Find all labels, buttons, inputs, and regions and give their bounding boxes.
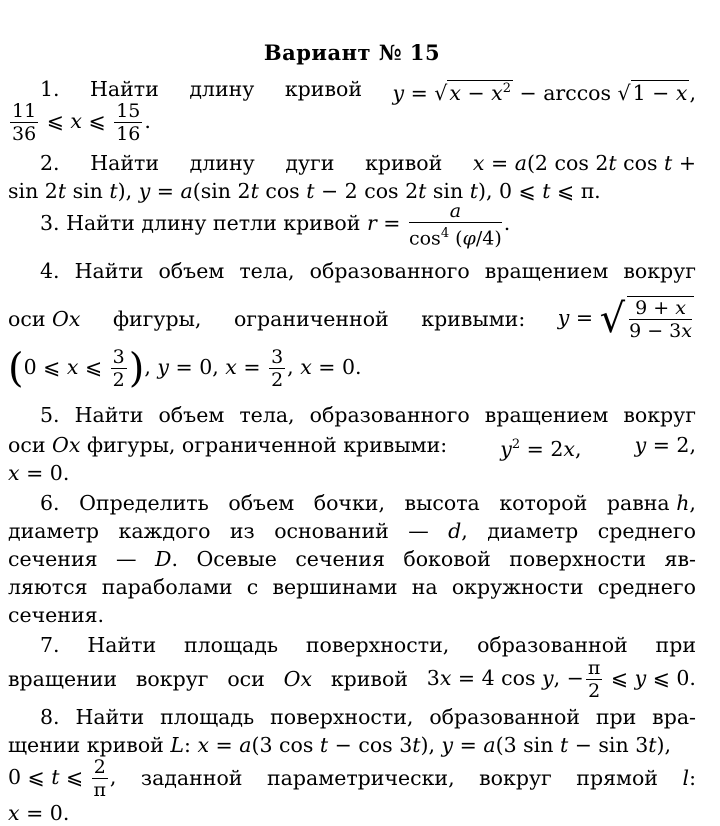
- problem-4-line-3: (0 ⩽ x ⩽ $\frac{3}{2}$ ), y = 0, x = $\frac{3}{2}$ , x = 0.: [8, 345, 362, 392]
- problem-8-line-3: 0 ⩽ t ⩽ $\frac{2}{\pi}$ , заданной параметрически, вокруг прямой l:: [8, 755, 696, 801]
- problem-6-line-1: 6. Определить объем бочки, высота которой равна h,: [40, 491, 696, 515]
- problem-sheet: [8, 0, 696, 825]
- problem-4-line-2: оси Ox фигуры, ограниченной кривыми: y = √ $\frac{9 + x}{9 - 3x}$: [8, 296, 692, 342]
- variant-title: Вариант № 15: [263, 40, 441, 65]
- problem-8-line-1: 8. Найти площадь поверхности, образованной при вра-: [40, 705, 696, 729]
- problem-4-line-1: 4. Найти объем тела, образованного вращением вокруг: [40, 259, 696, 283]
- problem-7-line-2: вращении вокруг оси Ox кривой 3x = 4 cos y, − $\frac{\pi}{2}$ ⩽ y ⩽ 0.: [8, 656, 696, 702]
- problem-8-line-2: щении кривой L: x = a(3 cos t − cos 3t), y = a(3 sin t − sin 3t),: [8, 733, 672, 757]
- problem-1-line-1: 1. Найти длину кривой $y = √x - x^2 - \arccos √1 - x$,: [40, 77, 696, 105]
- problem-5-line-2: оси Ox фигуры, ограниченной кривыми: $y^2 = 2x$, y = 2,: [8, 433, 696, 461]
- problem-6-line-4: ляются параболами с вершинами на окружности среднего: [8, 575, 696, 599]
- problem-5-line-1: 5. Найти объем тела, образованного вращением вокруг: [40, 403, 696, 427]
- problem-5-line-3: x = 0.: [8, 461, 70, 485]
- problem-3: 3. Найти длину петли кривой r = $\frac{a}{\cos^4 (\varphi/4)}$ .: [40, 200, 511, 250]
- problem-1-line-2: $\frac{11}{36}$ ⩽ x ⩽ $\frac{15}{16}$ .: [12, 100, 151, 145]
- problem-6-line-2: диаметр каждого из оснований — d, диаметр среднего: [8, 519, 696, 543]
- problem-2-line-1: 2. Найти длину дуги кривой x = a(2 cos 2t cos t +: [40, 151, 696, 175]
- problem-7-line-1: 7. Найти площадь поверхности, образованной при: [40, 633, 696, 657]
- problem-6-line-5: сечения.: [8, 603, 105, 627]
- problem-6-line-3: сечения — D. Осевые сечения боковой поверхности яв-: [8, 547, 696, 571]
- problem-8-line-4: x = 0.: [8, 801, 70, 825]
- problem-2-line-2: sin 2t sin t), y = a(sin 2t cos t − 2 cos 2t sin t), 0 ⩽ t ⩽ π.: [8, 179, 601, 203]
